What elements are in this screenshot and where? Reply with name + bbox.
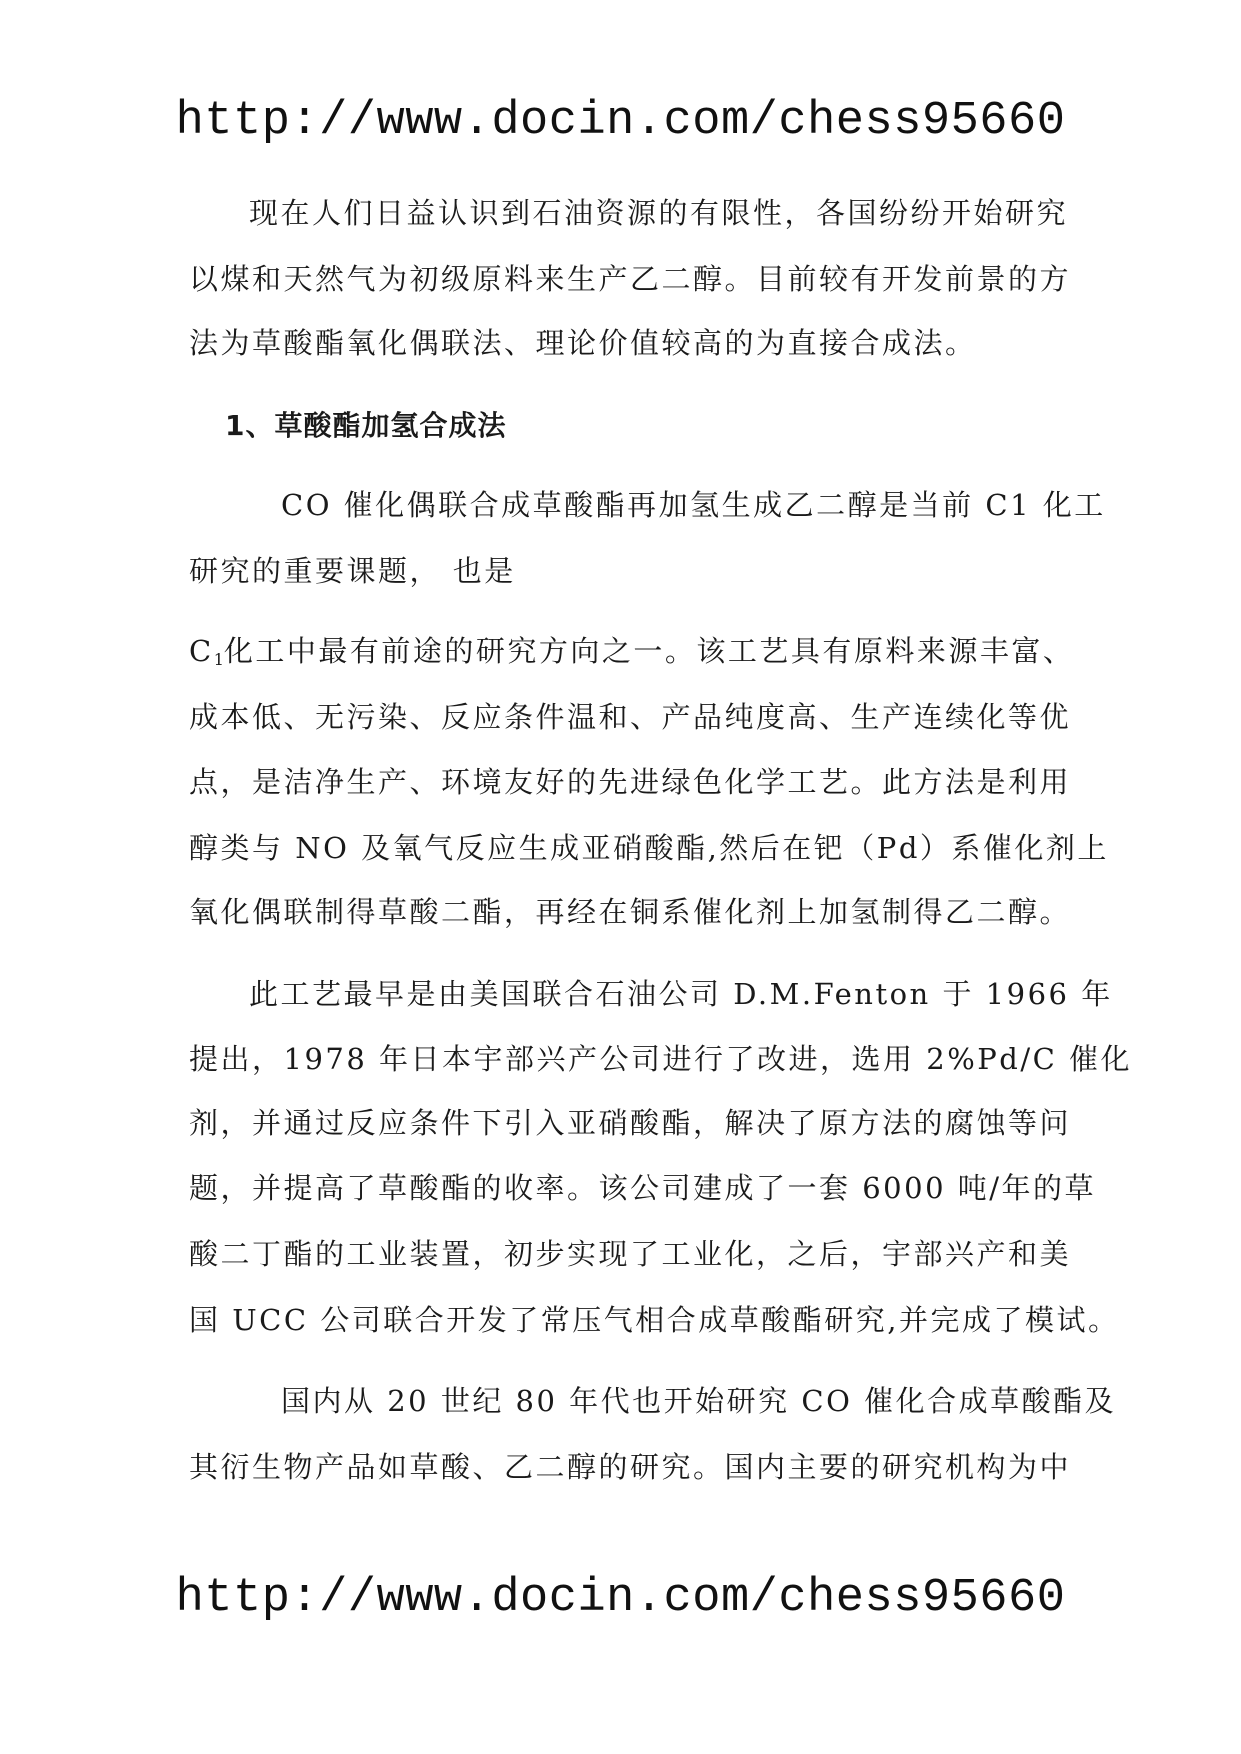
chem-symbol: C — [189, 634, 214, 668]
paragraph-line — [189, 633, 1074, 678]
paragraph-line: 现在人们日益认识到石油资源的有限性，各国纷纷开始研究 — [249, 196, 1069, 230]
paragraph-line: 法为草酸酯氧化偶联法、理论价值较高的为直接合成法。 — [189, 326, 977, 360]
paragraph-line: 其衍生物产品如草酸、乙二醇的研究。国内主要的研究机构为中 — [189, 1450, 1072, 1484]
paragraph-line: 提出，1978 年日本宇部兴产公司进行了改进，选用 2%Pd/C 催化 — [189, 1042, 1133, 1076]
subscript: 1 — [213, 650, 224, 669]
paragraph-line: 此工艺最早是由美国联合石油公司 D.M.Fenton 于 1966 年 — [249, 977, 1113, 1011]
paragraph-line: 成本低、无污染、反应条件温和、产品纯度高、生产连续化等优 — [189, 700, 1072, 734]
header-url: http://www.docin.com/chess95660 — [175, 95, 1066, 148]
line-rest: 化工中最有前途的研究方向之一。该工艺具有原料来源丰富、 — [223, 634, 1075, 668]
paragraph-line: 以煤和天然气为初级原料来生产乙二醇。目前较有开发前景的方 — [189, 262, 1072, 296]
section-heading: 1、草酸酯加氢合成法 — [225, 409, 507, 442]
paragraph-line: 剂，并通过反应条件下引入亚硝酸酯，解决了原方法的腐蚀等问 — [189, 1106, 1072, 1140]
paragraph-line: 氧化偶联制得草酸二酯，再经在铜系催化剂上加氢制得乙二醇。 — [189, 895, 1072, 929]
footer-url: http://www.docin.com/chess95660 — [175, 1572, 1066, 1625]
paragraph-line: CO 催化偶联合成草酸酯再加氢生成乙二醇是当前 C1 化工 — [281, 488, 1106, 522]
paragraph-line: 国 UCC 公司联合开发了常压气相合成草酸酯研究,并完成了模试。 — [189, 1303, 1120, 1337]
paragraph-line: 研究的重要课题， 也是 — [189, 554, 516, 588]
paragraph-line: 点，是洁净生产、环境友好的先进绿色化学工艺。此方法是利用 — [189, 765, 1072, 799]
paragraph-line: 醇类与 NO 及氧气反应生成亚硝酸酯,然后在钯（Pd）系催化剂上 — [189, 831, 1109, 865]
paragraph-line: 酸二丁酯的工业装置，初步实现了工业化，之后，宇部兴产和美 — [189, 1237, 1072, 1271]
paragraph-line: 国内从 20 世纪 80 年代也开始研究 CO 催化合成草酸酯及 — [281, 1384, 1117, 1418]
paragraph-line: 题，并提高了草酸酯的收率。该公司建成了一套 6000 吨/年的草 — [189, 1171, 1097, 1205]
